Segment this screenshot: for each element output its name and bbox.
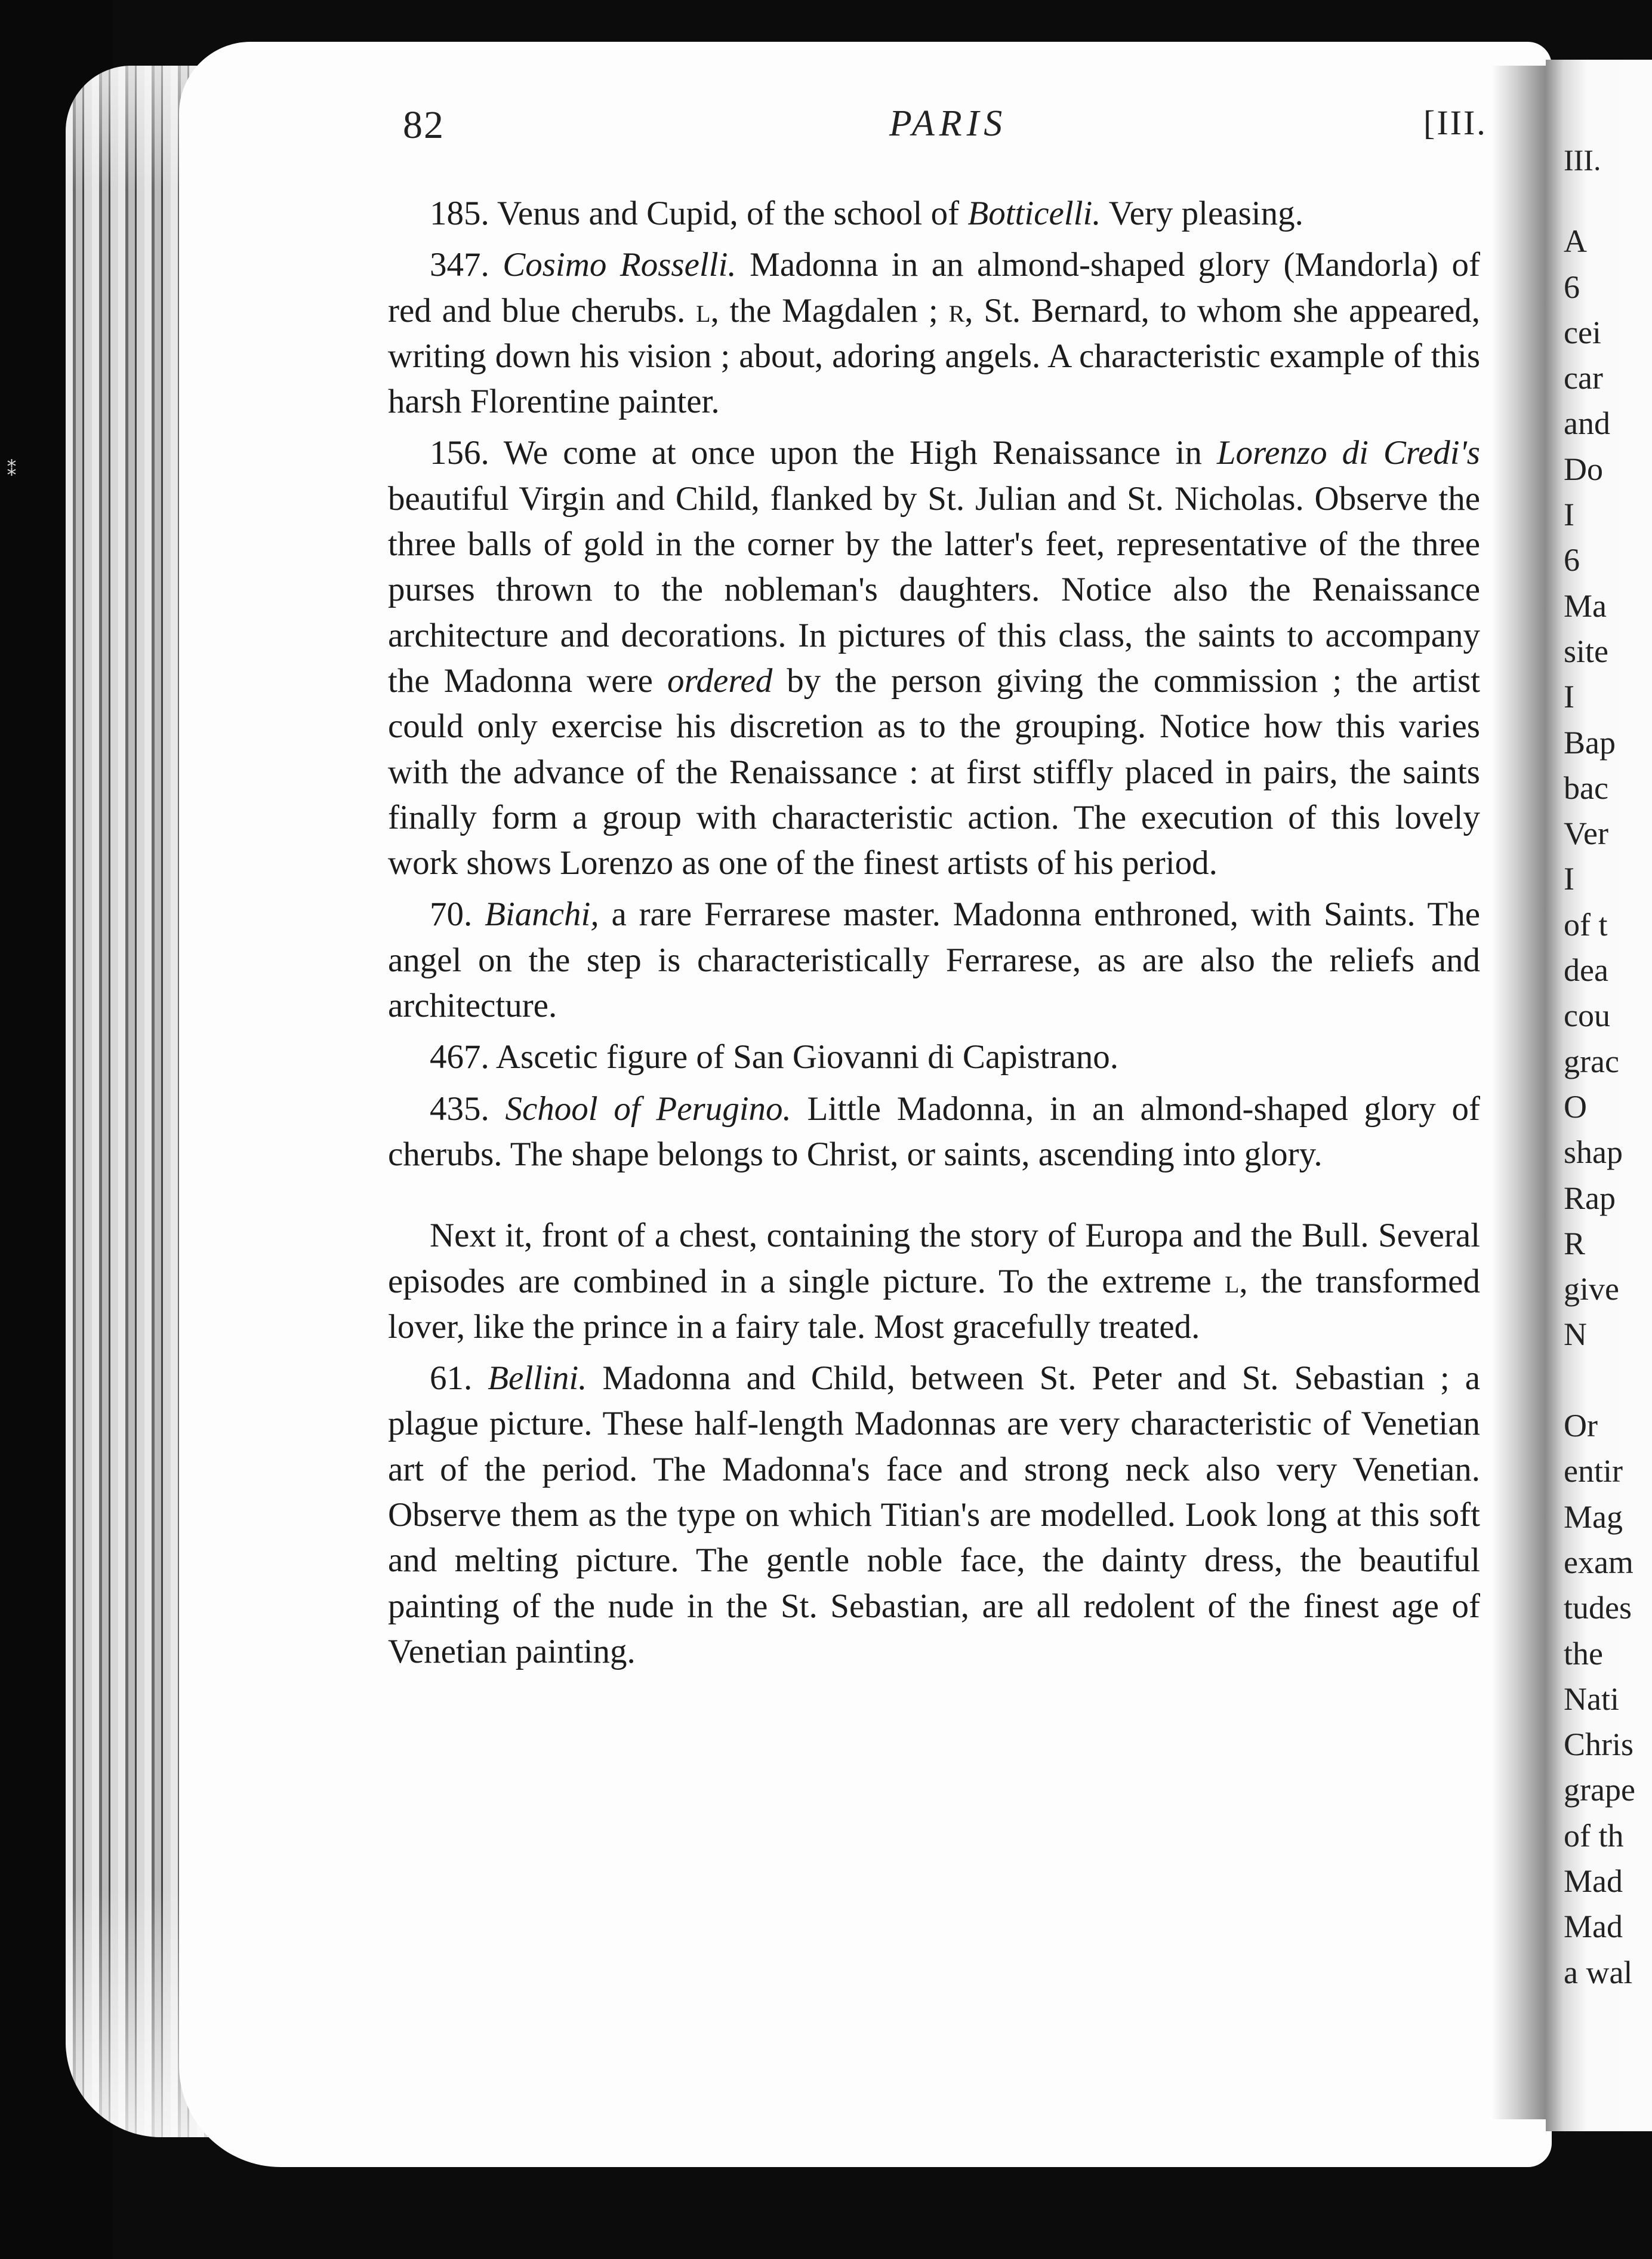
italic-text: ordered xyxy=(667,661,773,700)
italic-text: Bianchi, xyxy=(485,895,599,934)
facing-page-line: of t xyxy=(1564,906,1608,943)
facing-page-line: 6 xyxy=(1564,542,1580,578)
text-segment: Ascetic figure of San Giovanni di Capistrano. xyxy=(489,1038,1119,1076)
facing-page-line: cei xyxy=(1564,314,1601,350)
text-segment: Venus and Cupid, of the school of xyxy=(489,195,968,232)
scan-speck: ⁑ xyxy=(7,460,16,480)
facing-page-line: Rap xyxy=(1564,1180,1616,1216)
catalogue-number: 156. xyxy=(430,434,489,472)
italic-text: Botticelli. xyxy=(967,195,1101,232)
facing-page-line: and xyxy=(1564,405,1610,442)
facing-page-line: Nati xyxy=(1564,1681,1619,1717)
paragraph xyxy=(388,1087,1480,1178)
text-segment: , the Magdalen ; xyxy=(710,291,949,330)
page-number: 82 xyxy=(403,103,445,147)
small-caps-text: r xyxy=(948,291,965,330)
text-segment: , the transformed lover, like the prince in a fairy tale. Most gracefully treated. xyxy=(388,1262,1480,1346)
facing-page-line: the xyxy=(1564,1635,1603,1672)
facing-page-line: O xyxy=(1564,1088,1587,1125)
chapter-marker: [III. xyxy=(1423,103,1487,142)
facing-page-line: 6 xyxy=(1564,269,1580,305)
facing-page-line: grac xyxy=(1564,1043,1619,1079)
facing-page-line: I xyxy=(1564,679,1574,715)
facing-page-line: Mad xyxy=(1564,1909,1623,1945)
facing-page-line: Mag xyxy=(1564,1498,1623,1535)
text-segment: Madonna in an almond-shaped glory (Mandorla) of red and blue cherubs. xyxy=(388,246,1480,330)
facing-page-line: Mad xyxy=(1564,1863,1623,1899)
catalogue-number: 435. xyxy=(430,1090,489,1128)
small-caps-text: l xyxy=(1224,1262,1240,1300)
facing-page-line: I xyxy=(1564,497,1574,533)
facing-page-line: cou xyxy=(1564,998,1610,1034)
italic-text: Lorenzo di Credi's xyxy=(1216,434,1480,472)
italic-text: School of Perugino. xyxy=(505,1090,791,1128)
facing-page-line: R xyxy=(1564,1225,1586,1261)
facing-page-line: N xyxy=(1564,1316,1587,1353)
facing-page-line: exam xyxy=(1564,1544,1633,1580)
facing-page-line: dea xyxy=(1564,952,1608,989)
facing-page-line xyxy=(1564,173,1635,218)
facing-page-line: Ma xyxy=(1564,587,1607,624)
paragraph xyxy=(388,1213,1480,1350)
facing-page-line: grape xyxy=(1564,1772,1635,1808)
facing-page-line: bac xyxy=(1564,770,1608,806)
facing-page-line: entir xyxy=(1564,1453,1623,1489)
facing-page-line: A xyxy=(1564,223,1587,260)
text-segment: We come at once upon the High Renaissance in xyxy=(489,434,1217,472)
facing-page-line: I xyxy=(1564,861,1574,897)
book-gutter xyxy=(1492,66,1546,2119)
italic-text: Cosimo Rosselli. xyxy=(503,246,736,284)
text-segment: by the person giving the commission ; the artist could only exercise his discretion as to the grouping. Notice how this varies with the advance of the Renaissance : at first stiffly placed in pairs, the saints finally form a group with characteristic action. The execution of this lovely work shows Lorenzo as one of the finest artists of his period. xyxy=(388,661,1480,882)
facing-page-line: site xyxy=(1564,633,1608,669)
facing-page-line xyxy=(1564,1358,1635,1403)
page-body-text xyxy=(388,191,1480,1681)
catalogue-number: 347. xyxy=(430,246,489,284)
small-caps-text: l xyxy=(696,291,711,330)
paragraph xyxy=(388,892,1480,1029)
text-segment xyxy=(489,246,503,284)
facing-page-line: a wal xyxy=(1564,1954,1633,1990)
text-segment: , St. Bernard, to whom she appeared, writing down his vision ; about, adoring angels. A characteristic example of this harsh Florentine painter. xyxy=(388,291,1480,421)
facing-page-line: of th xyxy=(1564,1817,1624,1854)
italic-text: Bellini. xyxy=(488,1359,587,1398)
facing-page-line: Chris xyxy=(1564,1726,1634,1763)
text-segment xyxy=(489,1090,506,1128)
text-segment: Madonna and Child, between St. Peter and St. Sebastian ; a plague picture. These half-length Madonnas are very characteristic of Venetian art of the period. The Madonna's face and strong neck also very Venetian. Observe them as the type on which Titian's are modelled. Look long at this soft and melting picture. The gentle noble face, the dainty dress, the beautiful painting of the nude in the St. Sebastian, are all redolent of the finest age of Venetian painting. xyxy=(388,1359,1481,1670)
paragraph xyxy=(388,191,1480,236)
paragraph xyxy=(388,430,1480,886)
paragraph xyxy=(388,242,1480,424)
facing-page-header: III. xyxy=(1564,143,1601,177)
facing-page-line: Or xyxy=(1564,1408,1598,1444)
paragraph xyxy=(388,1035,1480,1080)
facing-page-line: give xyxy=(1564,1271,1619,1307)
catalogue-number: 467. xyxy=(430,1038,489,1076)
text-segment: Very pleasing. xyxy=(1101,195,1303,232)
text-segment: beautiful Virgin and Child, flanked by St. Julian and St. Nicholas. Observe the three balls of gold in the corner by the latter's feet, representative of the three purses thrown to the nobleman's daughters. Notice also the Renaissance architecture and decorations. In pictures of this class, the saints to accompany the Madonna were xyxy=(388,479,1480,700)
facing-page-line: Bap xyxy=(1564,724,1616,761)
text-segment xyxy=(472,895,485,933)
text-segment: a rare Ferrarese master. Madonna enthroned, with Saints. The angel on the step is characteristically Ferrarese, as are also the reliefs and architecture. xyxy=(388,895,1481,1025)
facing-page-line: shap xyxy=(1564,1134,1623,1171)
running-title: PARIS xyxy=(889,103,1007,144)
catalogue-number: 61. xyxy=(430,1359,473,1398)
facing-page-line: tudes xyxy=(1564,1590,1632,1626)
facing-page-line: Do xyxy=(1564,451,1603,487)
catalogue-number: 185. xyxy=(430,195,489,232)
text-segment xyxy=(472,1359,488,1397)
catalogue-number: 70. xyxy=(430,895,473,934)
text-segment: Little Madonna, in an almond-shaped glory of cherubs. The shape belongs to Christ, or saints, ascending into glory. xyxy=(388,1090,1481,1173)
facing-page-line: Ver xyxy=(1564,815,1608,852)
facing-page-line: car xyxy=(1564,360,1603,396)
paragraph xyxy=(388,1356,1480,1675)
text-segment: Next it, front of a chest, containing the story of Europa and the Bull. Several episodes are combined in a single picture. To the extreme xyxy=(388,1217,1480,1300)
